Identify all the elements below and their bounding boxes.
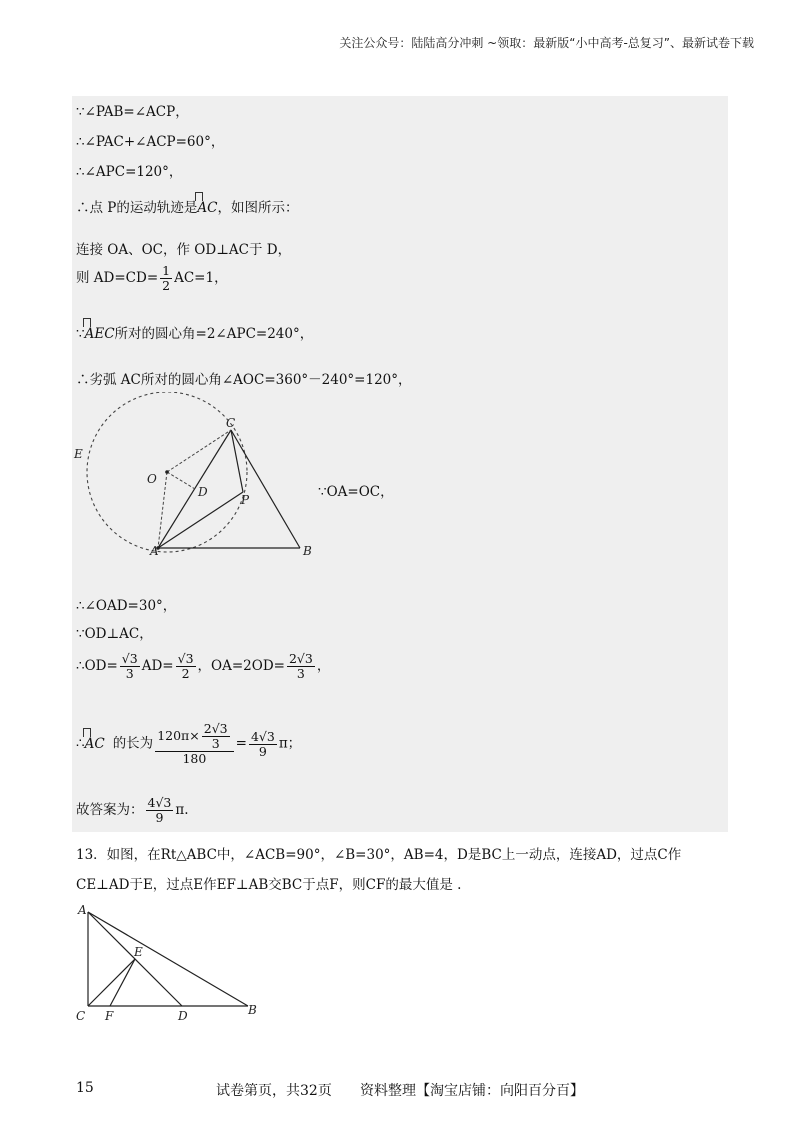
solution-line-8: ∴劣弧 AC所对的圆心角∠AOC=360°－240°=120°， xyxy=(76,372,412,388)
numerator: √3 xyxy=(177,651,194,666)
segment-ap xyxy=(158,492,243,548)
arc-ac: AC xyxy=(85,728,105,752)
fraction-4sqrt3-over-9 xyxy=(249,730,277,759)
solution-line-5: 连接 OA、OC，作 OD⊥AC于 D， xyxy=(76,242,292,258)
text-segment: ∴ xyxy=(76,735,85,752)
denominator: 180 xyxy=(182,751,207,766)
segment-oc xyxy=(167,430,231,472)
numerator: 2√3 xyxy=(288,651,313,666)
label-c: C xyxy=(76,1009,86,1023)
solution-line-3: ∴∠APC=120°， xyxy=(76,164,183,180)
text-segment: ，OA=2OD xyxy=(197,658,274,674)
label-p: P xyxy=(241,493,250,507)
text-segment: 所对的圆心角=2∠APC=240°， xyxy=(114,326,314,342)
solution-line-14 xyxy=(76,796,189,825)
text-segment: π； xyxy=(278,735,302,752)
fraction-sqrt3-over-2 xyxy=(176,652,196,681)
question-13-line-1: 13．如图，在Rt△ABC中，∠ACB=90°，∠B=30°，AB=4，D是BC上一动点，连接AD，过点C作 xyxy=(76,847,682,863)
text-segment: ∴点 P的运动轨迹是 xyxy=(76,200,198,216)
arc-aec: AEC xyxy=(85,318,115,342)
equals: = xyxy=(106,658,118,674)
text-segment: ∵ xyxy=(76,326,85,342)
question-13-line-2: CE⊥AD于E，过点E作EF⊥AB交BC于点F，则CF的最大值是 . xyxy=(76,877,462,893)
solution-line-7 xyxy=(76,318,313,342)
denominator: 3 xyxy=(296,666,305,681)
numerator xyxy=(155,722,233,752)
inner-denominator: 3 xyxy=(211,736,220,751)
text-segment: 则 AD=CD= xyxy=(76,270,159,286)
label-d: D xyxy=(178,1009,188,1023)
fraction-half xyxy=(160,264,172,293)
inner-numerator: 2√3 xyxy=(203,721,228,736)
text-segment: AC=1， xyxy=(174,270,228,286)
text-segment: 的长为 xyxy=(112,735,154,752)
segment-ef xyxy=(110,959,135,1006)
denominator: 9 xyxy=(258,743,267,759)
solution-line-4 xyxy=(76,192,298,216)
page-header: 关注公众号：陆陆高分冲刺 ~领取：最新版“小中高考-总复习”、最新试卷下载 xyxy=(339,36,754,50)
text-segment: ∴OD xyxy=(76,658,107,674)
label-b: B xyxy=(248,1003,257,1017)
solution-line-12 xyxy=(76,652,330,681)
solution-line-2: ∴∠PAC+∠ACP=60°， xyxy=(76,134,225,150)
point-o xyxy=(165,470,169,474)
label-o: O xyxy=(147,472,157,486)
label-e: E xyxy=(134,945,143,959)
solution-line-1: ∵∠PAB=∠ACP， xyxy=(76,104,189,120)
footer-page-info: 试卷第页，共32页 xyxy=(216,1083,332,1099)
text-segment: AD xyxy=(141,658,163,674)
numerator: 1 xyxy=(162,263,171,278)
page-number: 15 xyxy=(76,1080,94,1096)
label-a: A xyxy=(78,903,87,917)
equals: = xyxy=(162,658,174,674)
triangle-figure xyxy=(72,900,272,1028)
text-segment: 故答案为： xyxy=(76,802,144,818)
equals: = xyxy=(273,658,285,674)
denominator: 9 xyxy=(155,810,164,825)
label-f: F xyxy=(105,1009,114,1023)
solution-line-11: ∵OD⊥AC， xyxy=(76,626,153,642)
inner-fraction xyxy=(202,722,230,751)
denominator: 2 xyxy=(181,666,190,681)
text-segment: ， xyxy=(316,658,331,674)
denominator: 2 xyxy=(162,278,171,293)
fraction-sqrt3-over-3 xyxy=(120,652,140,681)
text-segment: π. xyxy=(175,802,189,818)
solution-line-6 xyxy=(76,264,228,293)
segment-od xyxy=(167,472,195,489)
footer-source: 资料整理【淘宝店铺：向阳百分百】 xyxy=(360,1083,584,1099)
solution-line-10: ∴∠OAD=30°， xyxy=(76,598,177,614)
solution-line-9: ∵OA=OC， xyxy=(318,484,394,500)
fraction-2sqrt3-over-3 xyxy=(287,652,315,681)
segment-cb xyxy=(231,430,300,548)
numerator: 4√3 xyxy=(147,795,172,810)
text-segment: ，如图所示： xyxy=(217,200,299,216)
equals: = xyxy=(235,735,247,752)
arc-ac: AC xyxy=(197,192,217,216)
label-b: B xyxy=(303,544,312,558)
denominator: 3 xyxy=(125,666,134,681)
segment-ce xyxy=(88,959,135,1006)
solution-line-13 xyxy=(76,722,301,766)
numerator: √3 xyxy=(121,651,138,666)
numerator-text: 120π× xyxy=(157,728,200,743)
label-c: C xyxy=(226,416,236,430)
label-e: E xyxy=(74,447,83,461)
numerator: 4√3 xyxy=(250,728,275,744)
label-d: D xyxy=(198,485,208,499)
circle-figure xyxy=(72,392,316,560)
label-a: A xyxy=(150,544,159,558)
fraction-arc-length xyxy=(155,722,233,766)
fraction-answer xyxy=(146,796,174,825)
